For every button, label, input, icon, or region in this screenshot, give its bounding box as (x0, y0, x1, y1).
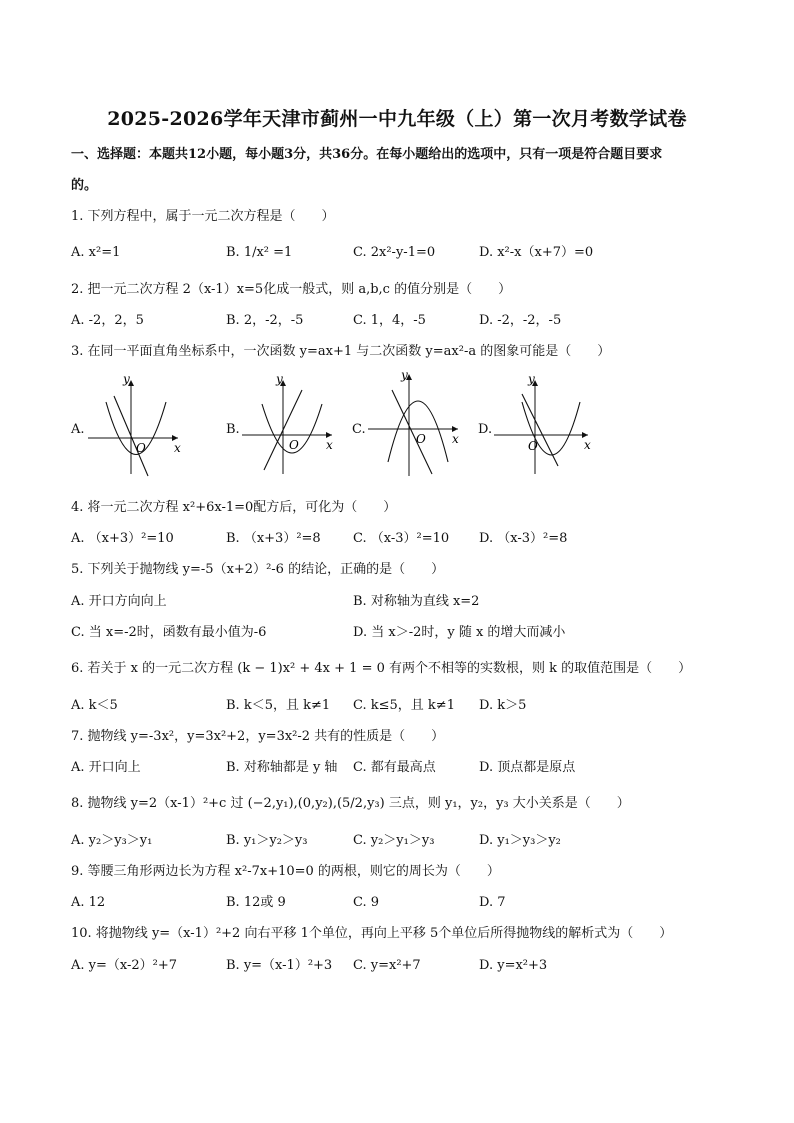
question-7-option-a[interactable]: A. 开口向上 (71, 760, 141, 775)
question-3-option-c[interactable]: C. (352, 422, 366, 437)
question-3-graph-d (492, 372, 602, 481)
question-4-option-c[interactable]: C. （x-3）²=10 (353, 531, 450, 546)
question-2-option-c[interactable]: C. 1，4，-5 (353, 313, 426, 328)
question-3-graph-c (366, 366, 476, 482)
question-3-graph-b (240, 372, 350, 481)
svg-text:O: O (528, 439, 538, 453)
question-9-option-d[interactable]: D. 7 (479, 895, 506, 910)
question-8-option-a[interactable]: A. y₂＞y₃＞y₁ (71, 833, 153, 848)
question-10-option-c[interactable]: C. y=x²+7 (353, 958, 421, 973)
question-5-option-b[interactable]: B. 对称轴为直线 x=2 (353, 594, 480, 609)
question-1-stem: 1. 下列方程中，属于一元二次方程是（ ） (71, 209, 335, 224)
question-3-option-b[interactable]: B. (226, 422, 240, 437)
question-8-option-d[interactable]: D. y₁＞y₃＞y₂ (479, 833, 561, 848)
svg-text:x: x (326, 438, 333, 452)
question-2-option-b[interactable]: B. 2，-2，-5 (226, 313, 304, 328)
question-4-option-d[interactable]: D. （x-3）²=8 (479, 531, 568, 546)
section-instructions-cont: 的。 (71, 178, 98, 193)
question-2-option-a[interactable]: A. -2，2，5 (71, 313, 144, 328)
question-6-option-b[interactable]: B. k＜5，且 k≠1 (226, 698, 331, 713)
section-instructions: 一、选择题：本题共12小题，每小题3分，共36分。在每小题给出的选项中，只有一项是符合题目要求 (71, 147, 663, 162)
question-2-option-d[interactable]: D. -2，-2，-5 (479, 313, 562, 328)
question-4-option-a[interactable]: A. （x+3）²=10 (71, 531, 174, 546)
question-3-option-d[interactable]: D. (478, 422, 493, 437)
question-6-option-d[interactable]: D. k＞5 (479, 698, 527, 713)
svg-text:x: x (452, 432, 459, 446)
question-1-option-d[interactable]: D. x²-x（x+7）=0 (479, 245, 594, 260)
svg-text:O: O (416, 432, 426, 446)
question-3-graph-a (86, 372, 196, 481)
x-axis-label: x (174, 441, 181, 455)
question-9-option-b[interactable]: B. 12或 9 (226, 895, 286, 910)
origin-label: O (136, 441, 146, 455)
svg-text:y: y (401, 368, 408, 382)
question-6-option-a[interactable]: A. k＜5 (71, 698, 118, 713)
question-5-option-a[interactable]: A. 开口方向向上 (71, 594, 167, 609)
question-5-option-c[interactable]: C. 当 x=-2时，函数有最小值为-6 (71, 625, 267, 640)
question-3-option-a[interactable]: A. (71, 422, 85, 437)
question-10-option-a[interactable]: A. y=（x-2）²+7 (71, 958, 178, 973)
question-4-stem: 4. 将一元二次方程 x²+6x-1=0配方后，可化为（ ） (71, 500, 397, 515)
question-9-stem: 9. 等腰三角形两边长为方程 x²-7x+10=0 的两根，则它的周长为（ ） (71, 864, 500, 879)
question-9-option-a[interactable]: A. 12 (71, 895, 106, 910)
question-8-option-b[interactable]: B. y₁＞y₂＞y₃ (226, 833, 308, 848)
y-axis-label: y (123, 372, 130, 386)
question-10-option-d[interactable]: D. y=x²+3 (479, 958, 548, 973)
question-5-option-d[interactable]: D. 当 x＞-2时，y 随 x 的增大而减小 (353, 625, 566, 640)
question-1-option-c[interactable]: C. 2x²-y-1=0 (353, 245, 436, 260)
question-7-option-d[interactable]: D. 顶点都是原点 (479, 760, 576, 775)
question-6-stem: 6. 若关于 x 的一元二次方程 (k − 1)x² + 4x + 1 = 0 有两个不相等的实数根，则 k 的取值范围是（ ） (71, 661, 692, 676)
question-6-option-c[interactable]: C. k≤5，且 k≠1 (353, 698, 455, 713)
svg-text:x: x (584, 438, 591, 452)
question-1-option-a[interactable]: A. x²=1 (71, 245, 121, 260)
svg-text:y: y (528, 372, 535, 386)
question-7-option-c[interactable]: C. 都有最高点 (353, 760, 436, 775)
page-title: 2025-2026学年天津市蓟州一中九年级（上）第一次月考数学试卷 (107, 108, 687, 130)
question-5-stem: 5. 下列关于抛物线 y=-5（x+2）²-6 的结论，正确的是（ ） (71, 562, 445, 577)
question-4-option-b[interactable]: B. （x+3）²=8 (226, 531, 321, 546)
question-9-option-c[interactable]: C. 9 (353, 895, 380, 910)
question-10-stem: 10. 将抛物线 y=（x-1）²+2 向右平移 1个单位，再向上平移 5个单位后所得抛物线的解析式为（ ） (71, 926, 673, 941)
svg-text:y: y (276, 372, 283, 386)
question-1-option-b[interactable]: B. 1/x² =1 (226, 245, 293, 260)
question-3-stem: 3. 在同一平面直角坐标系中，一次函数 y=ax+1 与二次函数 y=ax²-a 的图象可能是（ ） (71, 344, 611, 359)
svg-text:O: O (289, 438, 299, 452)
question-7-stem: 7. 抛物线 y=-3x²，y=3x²+2，y=3x²-2 共有的性质是（ ） (71, 729, 445, 744)
question-2-stem: 2. 把一元二次方程 2（x-1）x=5化成一般式，则 a,b,c 的值分别是（ ） (71, 282, 512, 297)
question-8-stem: 8. 抛物线 y=2（x-1）²+c 过 (−2,y₁),(0,y₂),(5/2,y₃) 三点，则 y₁，y₂，y₃ 大小关系是（ ） (71, 796, 630, 811)
question-7-option-b[interactable]: B. 对称轴都是 y 轴 (226, 760, 338, 775)
question-10-option-b[interactable]: B. y=（x-1）²+3 (226, 958, 333, 973)
question-8-option-c[interactable]: C. y₂＞y₁＞y₃ (353, 833, 435, 848)
